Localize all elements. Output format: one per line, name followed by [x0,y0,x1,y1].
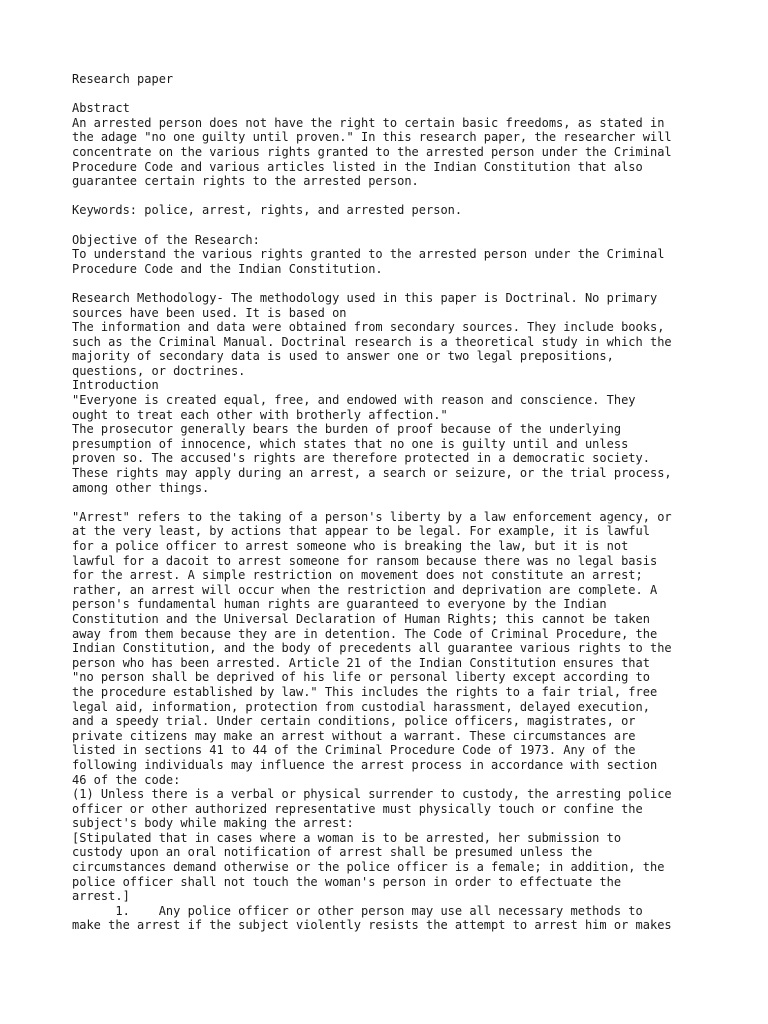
text-line: listed in sections 41 to 44 of the Criminal Procedure Code of 1973. Any of the [72,743,636,758]
text-line: proven so. The accused's rights are therefore protected in a democratic society. [72,451,650,466]
text-line: rather, an arrest will occur when the restriction and deprivation are complete. A [72,582,658,597]
text-line: circumstances demand otherwise or the police officer is a female; in addition, the [72,860,665,875]
text-line: for the arrest. A simple restriction on movement does not constitute an arrest; [72,568,643,583]
text-line: guarantee certain rights to the arrested person. [72,174,419,189]
text-line: the adage "no one guilty until proven." In this research paper, the researcher will [72,130,672,145]
spacer [72,276,712,291]
text-line: "no person shall be deprived of his life or personal liberty except according to [72,670,650,685]
text-line: questions, or doctrines. [72,363,246,378]
spacer [72,218,712,233]
text-line: "Arrest" refers to the taking of a person's liberty by a law enforcement agency, or [72,509,672,524]
text-line: among other things. [72,480,210,495]
text-line: majority of secondary data is used to answer one or two legal prepositions, [72,349,614,364]
text-line: such as the Criminal Manual. Doctrinal research is a theoretical study in which the [72,334,672,349]
text-line: Indian Constitution, and the body of precedents all guarantee various rights to the [72,641,672,656]
text-line: 46 of the code: [72,772,181,787]
text-line: subject's body while making the arrest: [72,816,354,831]
text-line: Research Methodology- The methodology used in this paper is Doctrinal. No primary [72,290,658,305]
arrest-text [72,510,712,933]
spacer [72,87,712,102]
spacer [72,189,712,204]
text-line: "Everyone is created equal, free, and endowed with reason and conscience. They [72,393,636,408]
text-line: presumption of innocence, which states that no one is guilty until and unless [72,436,629,451]
text-line: 1. Any police officer or other person may use all necessary methods to [72,903,643,918]
text-line: custody upon an oral notification of arrest shall be presumed unless the [72,845,593,860]
text-line: for a police officer to arrest someone who is breaking the law, but it is not [72,539,629,553]
methodology-text [72,291,712,379]
text-line: at the very least, by actions that appear to be legal. For example, it is lawful [72,524,650,539]
text-line: (1) Unless there is a verbal or physical surrender to custody, the arresting police [72,787,672,802]
text-line: officer or other authorized representative must physically touch or confine the [72,801,643,816]
text-line: Procedure Code and various articles listed in the Indian Constitution that also [72,159,643,174]
text-line: lawful for a dacoit to arrest someone for ransom because there was no legal basis [72,553,658,568]
text-line: the procedure established by law." This includes the rights to a fair trial, free [72,684,658,699]
abstract-heading: Abstract [72,101,130,116]
text-line: make the arrest if the subject violently resists the attempt to arrest him or makes [72,918,672,933]
text-line: following individuals may influence the arrest process in accordance with section [72,757,658,772]
text-line: sources have been used. It is based on [72,305,347,320]
text-line: away from them because they are in detention. The Code of Criminal Procedure, the [72,626,658,641]
spacer [72,495,712,510]
objective-heading: Objective of the Research: [72,232,260,247]
text-line: An arrested person does not have the right to certain basic freedoms, as stated in [72,115,665,130]
text-line: concentrate on the various rights granted to the arrested person under the Criminal [72,144,672,159]
text-line: [Stipulated that in cases where a woman is to be arrested, her submission to [72,830,622,845]
text-line: legal aid, information, protection from custodial harassment, delayed execution, [72,699,650,714]
abstract-text [72,116,712,189]
text-line: The prosecutor generally bears the burden of proof because of the underlying [72,422,622,437]
text-line: person who has been arrested. Article 21 of the Indian Constitution ensures that [72,655,650,670]
text-line: and a speedy trial. Under certain conditions, police officers, magistrates, or [72,714,636,729]
document-title: Research paper [72,72,174,86]
document-page [72,72,712,933]
objective-text [72,247,712,276]
text-line: Constitution and the Universal Declaration of Human Rights; this cannot be taken [72,611,650,626]
keywords: Keywords: police, arrest, rights, and arrested person. [72,203,463,218]
text-line: The information and data were obtained from secondary sources. They include books, [72,320,665,335]
text-line: arrest.] [72,889,130,904]
text-line: To understand the various rights granted to the arrested person under the Criminal [72,247,665,262]
text-line: These rights may apply during an arrest, a search or seizure, or the trial process, [72,466,672,481]
text-line: police officer shall not touch the woman's person in order to effectuate the [72,874,622,889]
text-line: ought to treat each other with brotherly affection." [72,407,448,422]
introduction-text [72,393,712,495]
text-line: person's fundamental human rights are guaranteed to everyone by the Indian [72,597,607,612]
text-line: private citizens may make an arrest without a warrant. These circumstances are [72,728,636,743]
text-line: Procedure Code and the Indian Constitution. [72,261,383,276]
introduction-heading: Introduction [72,378,159,393]
